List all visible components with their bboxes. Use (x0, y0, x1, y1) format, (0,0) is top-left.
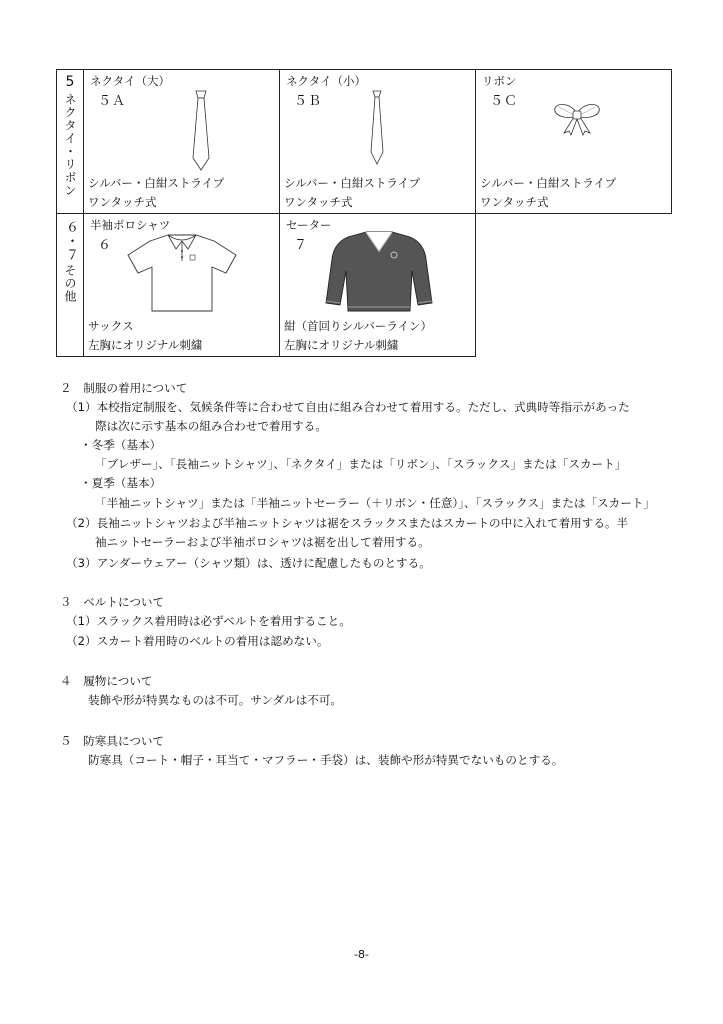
paragraph-line: 防寒具（コート・帽子・耳当て・マフラー・手袋）は、装飾や形が特異でないものとする。 (88, 753, 564, 767)
empty-cell (476, 214, 672, 357)
item-cell-polo-shirt (84, 214, 280, 357)
category-label: その他 (63, 264, 77, 303)
item-code: ７ (294, 238, 309, 253)
item-embroidery: 左胸にオリジナル刺繍 (88, 338, 203, 352)
necktie-small-icon (367, 90, 387, 166)
paragraph-line: 際は次に示す基本の組み合わせで着用する。 (95, 419, 327, 433)
category-cell-other (57, 214, 84, 357)
paragraph-line: 装飾や形が特異なものは不可。サンダルは不可。 (88, 693, 343, 707)
category-cell-ties (57, 70, 84, 214)
item-name: リボン (482, 74, 517, 88)
item-cell-necktie-large (84, 70, 280, 214)
paragraph-line: 「ブレザー」、「長袖ニットシャツ」、「ネクタイ」または「リボン」、「スラックス」または「スカート」 (95, 457, 627, 471)
item-cell-sweater (280, 214, 476, 357)
polo-shirt-icon (126, 231, 238, 313)
item-code: ６ (98, 238, 113, 253)
item-code: ５Ｃ (490, 94, 519, 109)
section-heading-footwear: ４ 履物について (60, 674, 153, 688)
item-code: ５Ａ (98, 94, 127, 109)
category-label: ネクタイ・リボン (63, 93, 77, 197)
item-cell-ribbon (476, 70, 672, 214)
item-color: シルバー・白紺ストライプ (480, 176, 617, 190)
paragraph-line: 「半袖ニットシャツ」または「半袖ニットセーラー（＋リボン・任意）」、「スラックス」または「スカート」 (95, 496, 655, 510)
sweater-icon (324, 229, 434, 315)
item-type: ワンタッチ式 (480, 195, 549, 209)
paragraph-line: ・冬季（基本） (80, 438, 162, 452)
item-name: セーター (286, 218, 332, 232)
item-color: サックス (88, 319, 134, 333)
item-name: ネクタイ（大） (90, 74, 171, 88)
item-name: 半袖ポロシャツ (90, 218, 171, 232)
necktie-large-icon (190, 90, 212, 172)
table-row (57, 214, 672, 357)
item-color: シルバー・白紺ストライプ (284, 176, 421, 190)
paragraph-line: 袖ニットセーラーおよび半袖ポロシャツは裾を出して着用する。 (95, 535, 430, 549)
item-name: ネクタイ（小） (286, 74, 367, 88)
item-color: 紺（首回りシルバーライン） (284, 319, 433, 333)
item-type: ワンタッチ式 (88, 195, 157, 209)
paragraph-line: （2）スカート着用時のベルトの着用は認めない。 (66, 634, 329, 648)
item-embroidery: 左胸にオリジナル刺繍 (284, 338, 399, 352)
item-cell-necktie-small (280, 70, 476, 214)
uniform-items-table (56, 69, 672, 357)
ribbon-icon (552, 100, 602, 136)
section-heading-belt: ３ ベルトについて (60, 595, 165, 609)
category-number: ６・７ (63, 220, 78, 262)
table-row (57, 70, 672, 214)
item-color: シルバー・白紺ストライプ (88, 176, 225, 190)
item-type: ワンタッチ式 (284, 195, 353, 209)
paragraph-line: ・夏季（基本） (80, 476, 162, 490)
section-heading-coldwear: ５ 防寒具について (60, 734, 165, 748)
page-number: -8- (354, 948, 369, 961)
paragraph-line: （1）本校指定制服を、気候条件等に合わせて自由に組み合わせて着用する。ただし、式典時等指示があった (66, 400, 630, 414)
section-heading-uniform: ２ 制服の着用について (60, 381, 188, 395)
paragraph-line: （3）アンダーウェアー（シャツ類）は、透けに配慮したものとする。 (66, 556, 431, 570)
paragraph-line: （2）長袖ニットシャツおよび半袖ニットシャツは裾をスラックスまたはスカートの中に入れて着用する。半 (66, 516, 629, 530)
item-code: ５Ｂ (294, 94, 323, 109)
category-number: 5 (65, 74, 75, 90)
paragraph-line: （1）スラックス着用時は必ずベルトを着用すること。 (66, 614, 351, 628)
